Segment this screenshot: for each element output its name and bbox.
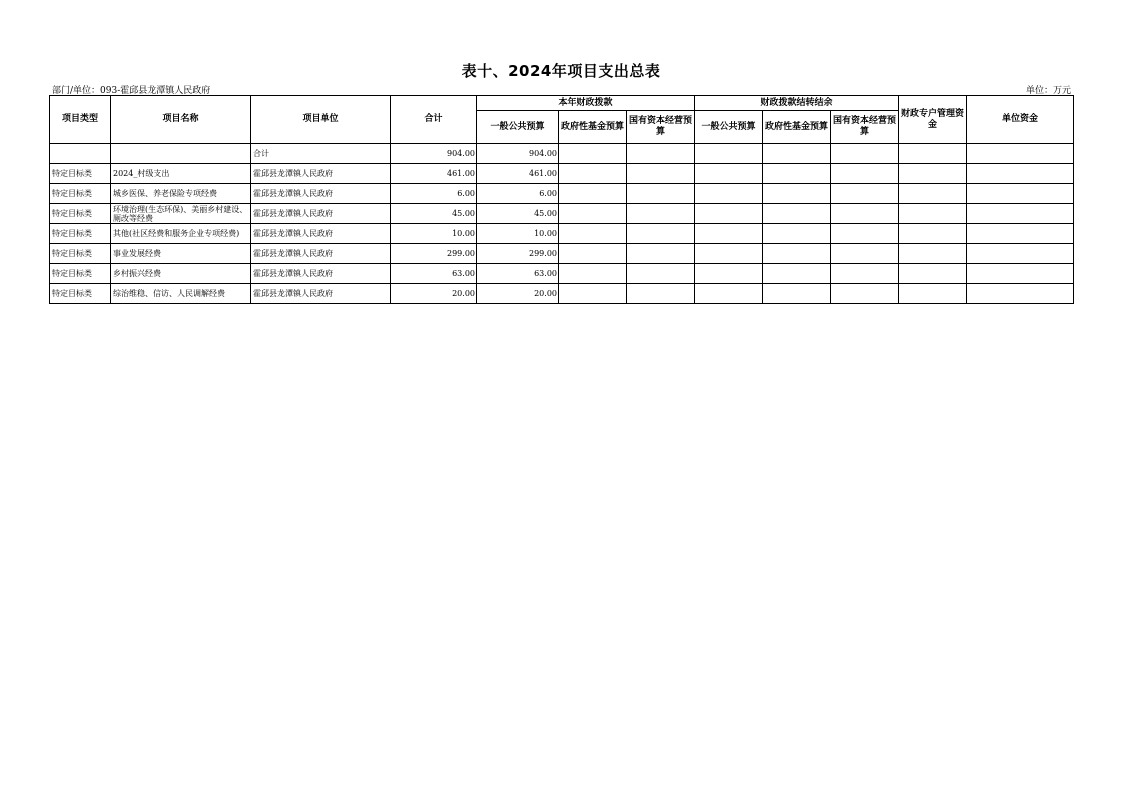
cell-unit: 合计: [251, 144, 391, 164]
col-header-unit: 项目单位: [251, 96, 391, 144]
cell-empty: [559, 184, 627, 204]
cell-general-budget: 299.00: [477, 244, 559, 264]
cell-empty: [695, 204, 763, 224]
cell-name: 综治维稳、信访、人民调解经费: [111, 284, 251, 304]
cell-total: 904.00: [391, 144, 477, 164]
cell-type: 特定目标类: [50, 224, 111, 244]
cell-general-budget: 45.00: [477, 204, 559, 224]
col-header-carryover-gov-fund-budget: 政府性基金预算: [763, 111, 831, 144]
cell-total: 63.00: [391, 264, 477, 284]
table-row: [50, 284, 1074, 304]
cell-empty: [967, 184, 1074, 204]
project-expenditure-table: [49, 95, 1074, 304]
department-label: 部门/单位：093-霍邱县龙潭镇人民政府: [52, 86, 211, 96]
table-row: [50, 164, 1074, 184]
cell-total: 10.00: [391, 224, 477, 244]
cell-empty: [559, 224, 627, 244]
cell-type: 特定目标类: [50, 184, 111, 204]
cell-type: 特定目标类: [50, 244, 111, 264]
cell-general-budget: 461.00: [477, 164, 559, 184]
cell-empty: [967, 144, 1074, 164]
cell-type: 特定目标类: [50, 204, 111, 224]
cell-general-budget: 10.00: [477, 224, 559, 244]
cell-unit: 霍邱县龙潭镇人民政府: [251, 224, 391, 244]
cell-empty: [967, 244, 1074, 264]
cell-general-budget: 20.00: [477, 284, 559, 304]
col-group-current-year: 本年财政拨款: [477, 96, 695, 111]
col-header-state-capital-budget: 国有资本经营预算: [627, 111, 695, 144]
cell-empty: [899, 224, 967, 244]
cell-empty: [763, 244, 831, 264]
cell-empty: [627, 184, 695, 204]
header-row-top: [50, 96, 1074, 111]
cell-name: 2024_村级支出: [111, 164, 251, 184]
cell-unit: 霍邱县龙潭镇人民政府: [251, 204, 391, 224]
col-header-unit-fund: 单位资金: [967, 96, 1074, 144]
cell-total: 461.00: [391, 164, 477, 184]
cell-empty: [695, 224, 763, 244]
cell-empty: [763, 224, 831, 244]
cell-empty: [831, 204, 899, 224]
col-header-general-budget: 一般公共预算: [477, 111, 559, 144]
cell-general-budget: 904.00: [477, 144, 559, 164]
cell-type: 特定目标类: [50, 164, 111, 184]
cell-name: 城乡医保、养老保险专项经费: [111, 184, 251, 204]
cell-total: 6.00: [391, 184, 477, 204]
table-row: [50, 184, 1074, 204]
table-row: [50, 204, 1074, 224]
cell-empty: [899, 204, 967, 224]
cell-name: [111, 144, 251, 164]
cell-empty: [899, 284, 967, 304]
cell-empty: [695, 144, 763, 164]
cell-unit: 霍邱县龙潭镇人民政府: [251, 164, 391, 184]
cell-unit: 霍邱县龙潭镇人民政府: [251, 264, 391, 284]
cell-empty: [627, 244, 695, 264]
col-header-gov-fund-budget: 政府性基金预算: [559, 111, 627, 144]
cell-empty: [559, 144, 627, 164]
cell-empty: [899, 244, 967, 264]
col-header-carryover-state-capital-budget: 国有资本经营预算: [831, 111, 899, 144]
col-group-carryover: 财政拨款结转结余: [695, 96, 899, 111]
cell-empty: [967, 284, 1074, 304]
cell-empty: [831, 284, 899, 304]
cell-empty: [967, 224, 1074, 244]
cell-type: 特定目标类: [50, 264, 111, 284]
currency-unit-label: 单位：万元: [1025, 86, 1071, 96]
cell-empty: [831, 244, 899, 264]
cell-empty: [831, 164, 899, 184]
cell-unit: 霍邱县龙潭镇人民政府: [251, 184, 391, 204]
cell-empty: [967, 204, 1074, 224]
cell-general-budget: 63.00: [477, 264, 559, 284]
cell-empty: [627, 264, 695, 284]
cell-empty: [559, 244, 627, 264]
col-header-total: 合计: [391, 96, 477, 144]
cell-empty: [627, 204, 695, 224]
cell-empty: [695, 244, 763, 264]
cell-empty: [967, 264, 1074, 284]
cell-empty: [763, 144, 831, 164]
cell-empty: [763, 204, 831, 224]
cell-empty: [695, 264, 763, 284]
cell-empty: [695, 284, 763, 304]
cell-empty: [763, 164, 831, 184]
table-row: [50, 224, 1074, 244]
cell-empty: [627, 164, 695, 184]
cell-empty: [899, 264, 967, 284]
cell-unit: 霍邱县龙潭镇人民政府: [251, 284, 391, 304]
cell-empty: [627, 284, 695, 304]
cell-general-budget: 6.00: [477, 184, 559, 204]
col-header-type: 项目类型: [50, 96, 111, 144]
cell-empty: [763, 284, 831, 304]
cell-type: [50, 144, 111, 164]
cell-empty: [899, 184, 967, 204]
cell-name: 事业发展经费: [111, 244, 251, 264]
col-header-carryover-general-budget: 一般公共预算: [695, 111, 763, 144]
col-header-special-mgmt-fund: 财政专户管理资金: [899, 96, 967, 144]
cell-empty: [695, 164, 763, 184]
cell-empty: [831, 224, 899, 244]
table-row: [50, 264, 1074, 284]
cell-unit: 霍邱县龙潭镇人民政府: [251, 244, 391, 264]
table-row-total: [50, 144, 1074, 164]
cell-empty: [831, 264, 899, 284]
cell-name: 环境治理(生态环保)、美丽乡村建设、厕改等经费: [111, 204, 251, 224]
table-row: [50, 244, 1074, 264]
cell-empty: [763, 264, 831, 284]
col-header-name: 项目名称: [111, 96, 251, 144]
cell-empty: [559, 264, 627, 284]
cell-total: 45.00: [391, 204, 477, 224]
cell-name: 其他(社区经费和服务企业专项经费): [111, 224, 251, 244]
cell-type: 特定目标类: [50, 284, 111, 304]
cell-empty: [695, 184, 763, 204]
cell-empty: [763, 184, 831, 204]
cell-total: 299.00: [391, 244, 477, 264]
cell-empty: [627, 224, 695, 244]
cell-total: 20.00: [391, 284, 477, 304]
cell-empty: [559, 284, 627, 304]
cell-empty: [559, 164, 627, 184]
cell-name: 乡村振兴经费: [111, 264, 251, 284]
cell-empty: [627, 144, 695, 164]
page-title: 表十、2024年项目支出总表: [461, 62, 661, 80]
cell-empty: [559, 204, 627, 224]
cell-empty: [831, 184, 899, 204]
cell-empty: [967, 164, 1074, 184]
cell-empty: [831, 144, 899, 164]
cell-empty: [899, 164, 967, 184]
cell-empty: [899, 144, 967, 164]
